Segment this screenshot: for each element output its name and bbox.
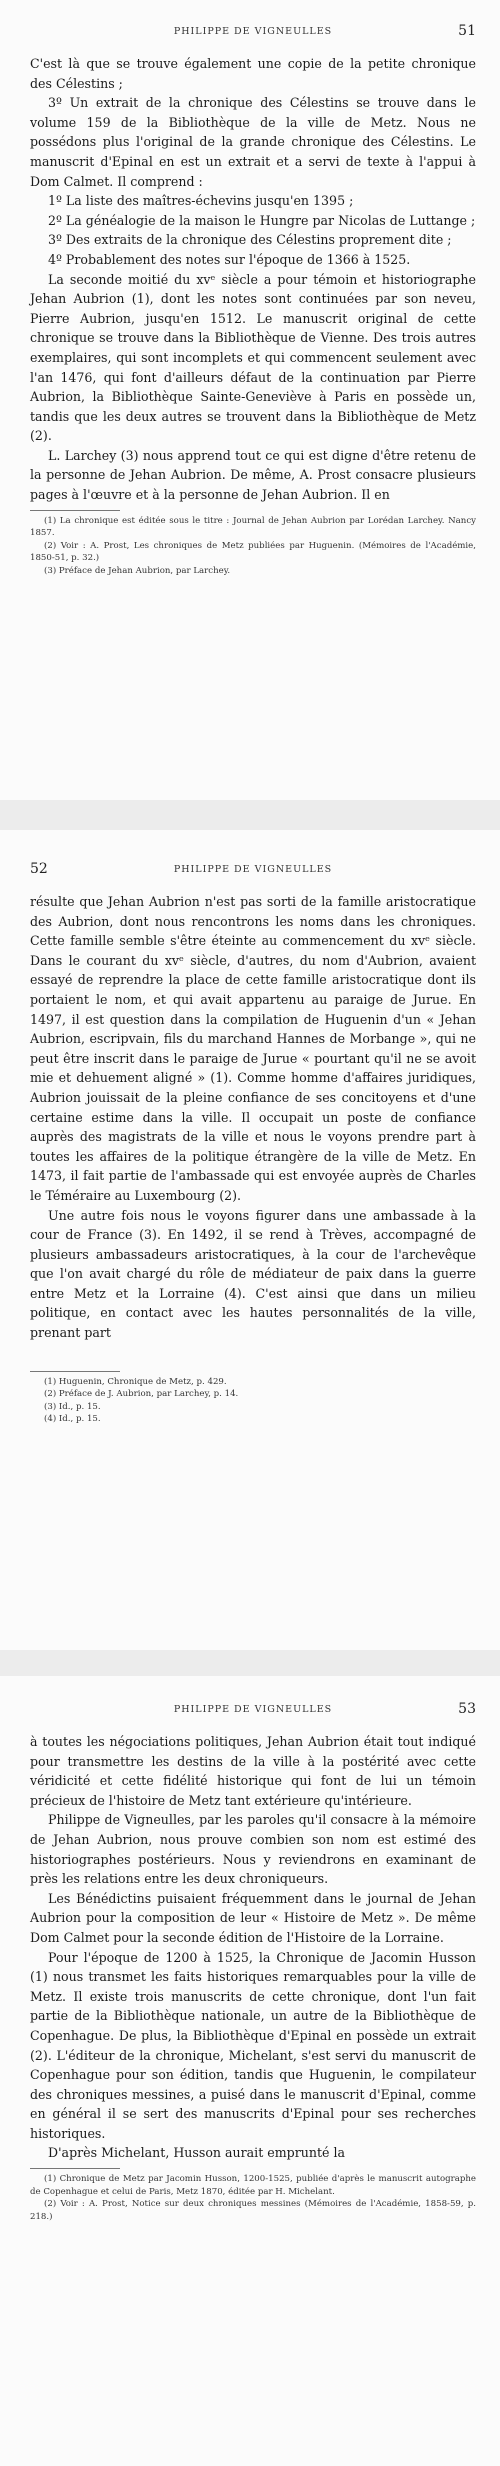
page-number: 51 [458,23,476,39]
list-item: 2º La généalogie de la maison le Hungre par Nicolas de Luttange ; [48,212,476,228]
list-item: 4º Probablement des notes sur l'époque de 1366 à 1525. [48,251,411,267]
paragraph: Les Bénédictins puisaient fréquemment dans le journal de Jehan Aubrion pour la composition de leur « Histoire de Metz ». De même Dom Calmet pour la seconde édition de l'Histoire de la Lorraine. [30,1890,476,1945]
running-header [30,1701,476,1726]
footnote: (1) Chronique de Metz par Jacomin Husson, 1200-1525, publiée d'après le manuscrit autographe de Copenhague et celui de Paris, Metz 1870, éditée par H. Michelant. [30,2174,476,2197]
paragraph: 3º Un extrait de la chronique des Célestins se trouve dans le volume 159 de la Bibliothèque de la ville de Metz. Nous ne possédons plus l'original de la grande chronique des Célestins. Le manuscrit d'Epinal en est un extrait et a servi de texte à l'appui à Dom Calmet. Il comprend : [30,95,476,189]
body-text [30,892,476,1343]
page-gap [0,800,500,830]
footnotes [30,515,476,578]
page-53 [0,1676,500,2466]
header-title: PHILIPPE DE VIGNEULLES [173,26,333,37]
footnote: (2) Voir : A. Prost, Notice sur deux chroniques messines (Mémoires de l'Académie, 1858-59, p. 218.) [30,2199,476,2222]
paragraph: Une autre fois nous le voyons figurer dans une ambassade à la cour de France (3). En 1492, il se rend à Trèves, accompagné de plusieurs ambassadeurs aristocratiques, à la cour de l'archevêque que l'on avait chargé du rôle de médiateur de paix dans la guerre entre Metz et la Lorraine (4). C'est ainsi que dans un milieu politique, en contact avec les hautes personnalités de la ville, prenant part [30,1207,476,1341]
page-gap [0,1650,500,1676]
footnote-divider [30,2168,120,2169]
footnotes [30,2173,476,2223]
body-text [30,1732,476,2163]
paragraph: L. Larchey (3) nous apprend tout ce qui est digne d'être retenu de la personne de Jehan Aubrion. De même, A. Prost consacre plusieurs pages à l'œuvre et à la personne de Jehan Aubrion. Il en [30,447,476,503]
paragraph: La seconde moitié du xvᵉ siècle a pour témoin et historiographe Jehan Aubrion (1), dont les notes sont continuées par son neveu, Pierre Aubrion, jusqu'en 1512. Le manuscrit original de cette chronique se trouve dans la Bibliothèque de Vienne. Des trois autres exemplaires, qui sont incomplets et qui commencent seulement avec l'an 1476, qui font d'ailleurs défaut de la continuation par Pierre Aubrion, la Bibliothèque Sainte-Geneviève à Paris en possède un, tandis que les deux autres se trouvent dans la Bibliothèque de Metz (2). [30,271,476,444]
footnote: (2) Préface de J. Aubrion, par Larchey, p. 14. [44,1389,239,1400]
page-number: 52 [30,861,48,877]
footnote: (3) Préface de Jehan Aubrion, par Larchey. [44,566,231,577]
list-item: 3º Des extraits de la chronique des Célestins proprement dite ; [48,232,452,248]
paragraph: D'après Michelant, Husson aurait emprunté la [48,2145,346,2161]
footnote: (4) Id., p. 15. [44,1414,101,1425]
paragraph: C'est là que se trouve également une copie de la petite chronique des Célestins ; [30,56,476,91]
paragraph: Philippe de Vigneulles, par les paroles qu'il consacre à la mémoire de Jehan Aubrion, nous prouve combien son nom est estimé des historiographes postérieurs. Nous y reviendrons en examinant de près les relations entre les deux chroniqueurs. [30,1812,476,1887]
paragraph: à toutes les négociations politiques, Jehan Aubrion était tout indiqué pour transmettre les destins de la ville à la postérité avec cette véridicité et cette fidélité historique qui font de lui un témoin précieux de l'histoire de Metz tant extérieure qu'intérieure. [30,1734,476,1808]
running-header [30,861,476,886]
footnote: (3) Id., p. 15. [44,1401,101,1412]
footnote: (1) La chronique est éditée sous le titre : Journal de Jehan Aubrion par Lorédan Larchey. Nancy 1857. [30,515,476,539]
footnote-divider [30,1371,120,1372]
footnote-divider [30,510,120,511]
footnotes [30,1376,476,1426]
page-number: 53 [458,1701,476,1717]
paragraph: Pour l'époque de 1200 à 1525, la Chronique de Jacomin Husson (1) nous transmet les faits historiques remarquables pour la ville de Metz. Il existe trois manuscrits de cette chronique, dont l'un fait partie de la Bibliothèque nationale, un autre de la Bibliothèque de Copenhague. De plus, la Bibliothèque d'Epinal en possède un extrait (2). L'éditeur de la chronique, Michelant, s'est servi du manuscrit de Copenhague pour son édition, tandis que Huguenin, le compilateur des chroniques messines, a puisé dans le manuscrit d'Epinal, comme en général il se sert des manuscrits d'Epinal pour ses recherches historiques. [30,1949,476,2141]
list-item: 1º La liste des maîtres-échevins jusqu'en 1395 ; [48,193,354,209]
header-title: PHILIPPE DE VIGNEULLES [173,1704,333,1715]
paragraph: résulte que Jehan Aubrion n'est pas sorti de la famille aristocratique des Aubrion, dont nous rencontrons les noms dans les chroniques. Cette famille semble s'être éteinte au commencement du xvᵉ siècle. Dans le courant du xvᵉ siècle, d'autres, du nom d'Aubrion, avaient essayé de reprendre la place de cette famille aristocratique dont ils portaient le nom, et qui avait appartenu au paraige de Jurue. En 1497, il est question dans la compilation de Huguenin d'un « Jehan Aubrion, escripvain, fils du marchand Hannes de Morbange », qui ne peut être inscrit dans le paraige de Jurue « pourtant qu'il ne se avoit mie et dehuement aligné » (1). Comme homme d'affaires juridiques, Aubrion jouissait de la pleine confiance de ses concitoyens et d'une certaine estime dans la ville. Il occupait un poste de confiance auprès des magistrats de la ville et nous le voyons prendre part à toutes les affaires de la politique étrangère de la ville de Metz. En 1473, il fait partie de l'ambassade qui est envoyée auprès de Charles le Téméraire au Luxembourg (2). [30,894,476,1203]
body-text [30,54,476,505]
running-header [30,23,476,48]
page-51 [0,0,500,800]
header-title: PHILIPPE DE VIGNEULLES [173,864,333,875]
page-52 [0,830,500,1650]
footnote: (2) Voir : A. Prost, Les chroniques de Metz publiées par Huguenin. (Mémoires de l'Académie, 1850-51, p. 32.) [30,540,476,564]
footnote: (1) Huguenin, Chronique de Metz, p. 429. [44,1376,227,1387]
